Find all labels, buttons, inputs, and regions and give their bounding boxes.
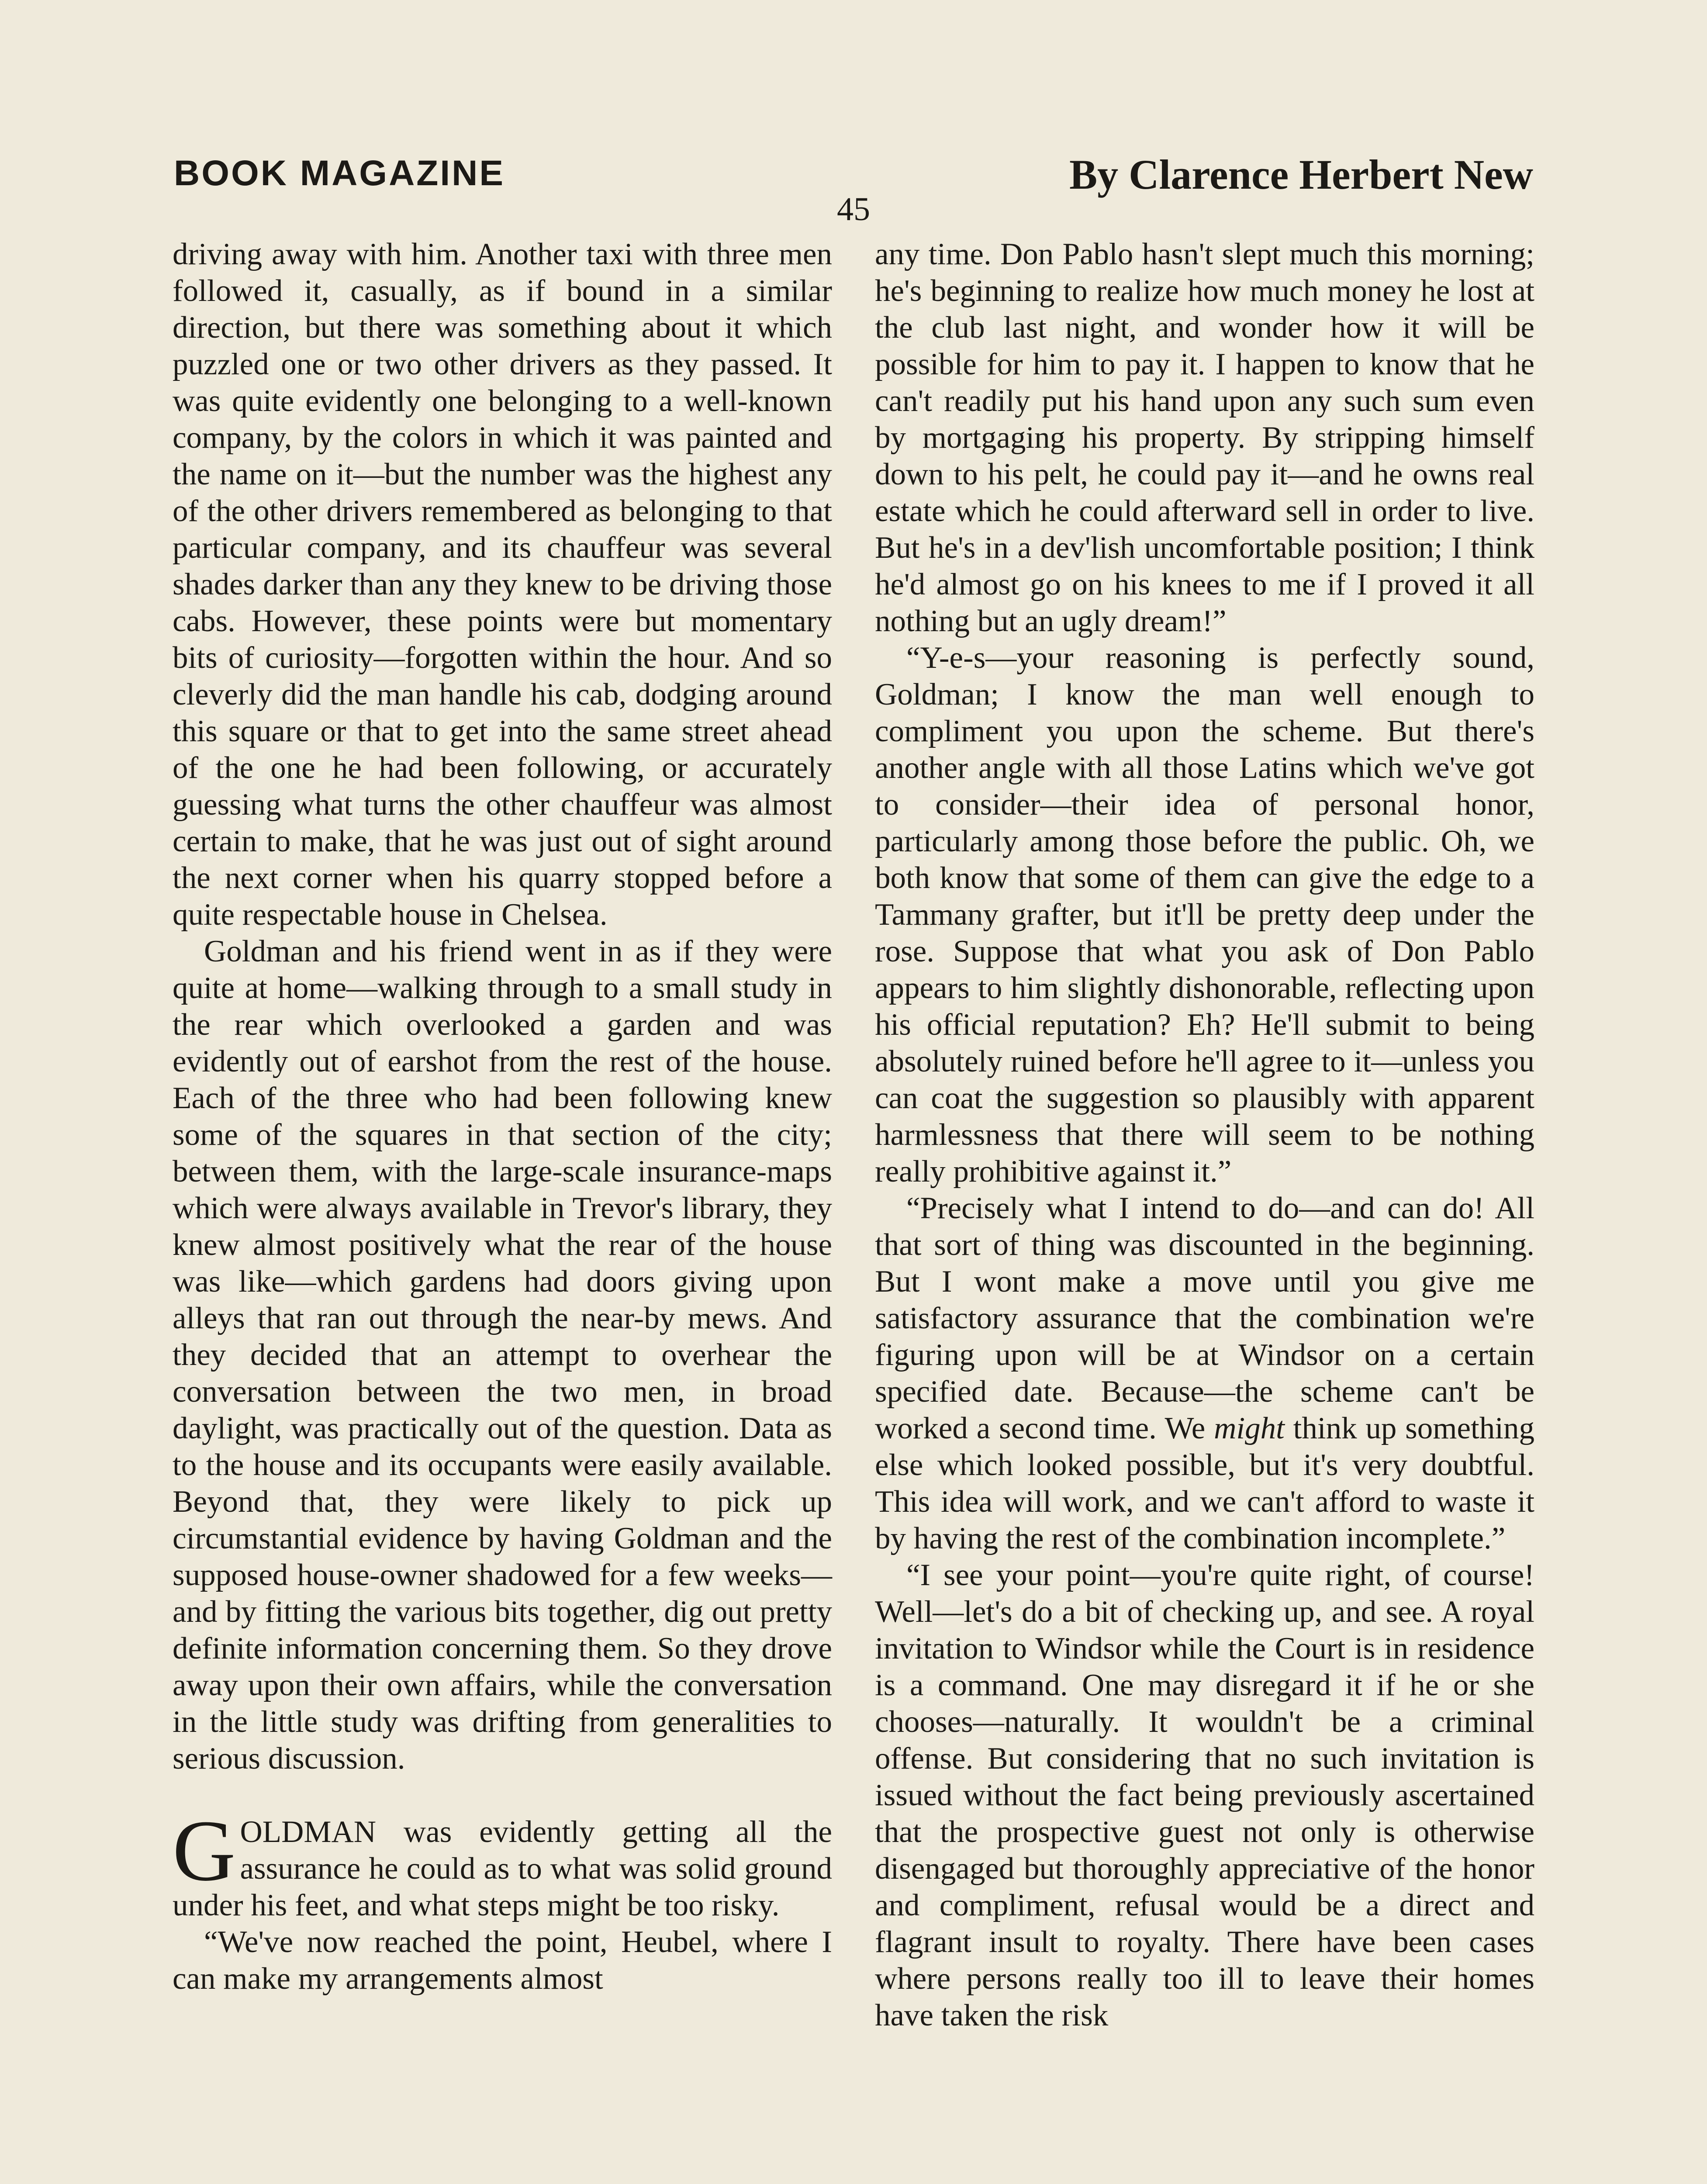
paragraph: Goldman and his friend went in as if they were quite at home—walking through to a small study in the rear which overlooked a garden and was evidently out of earshot from the rest of the house. Each of the three who had been following knew some of the squares in that section of the city; between them, with the large-scale insurance-maps which were always available in Trevor's library, they knew almost positively what the rear of the house was like—which gardens had doors giving upon alleys that ran out through the near-by mews. And they decided that an attempt to overhear the conversation between the two men, in broad daylight, was practically out of the question. Data as to the house and its occupants were easily available. Beyond that, they were likely to pick up circumstantial evidence by having Goldman and the supposed house-owner shadowed for a few weeks—and by fitting the various bits together, dig out pretty definite information concerning them. So they drove away upon their own affairs, while the conversation in the little study was drifting from generalities to serious discussion. bbox=[173, 934, 832, 1776]
page-number: 45 bbox=[837, 191, 870, 228]
paragraph: “We've now reached the point, Heubel, where I can make my arrangements almost bbox=[173, 1925, 832, 1996]
paragraph-text: “Precisely what I intend to do—and can do! All that sort of thing was discounted in the beginning. But I wont make a move until you give me satisfactory assurance that the combination we're figuring upon will be at Windsor on a certain specified date. Because—the scheme can't be worked a second time. We bbox=[875, 1191, 1534, 1445]
magazine-title: BOOK MAGAZINE bbox=[174, 153, 505, 193]
left-column bbox=[173, 236, 832, 1997]
paragraph: driving away with him. Another taxi with three men followed it, casually, as if bound in a similar direction, but there was something about it which puzzled one or two other drivers as they passed. It was quite evidently one belonging to a well-known company, by the colors in which it was painted and the name on it—but the number was the highest any of the other drivers remembered as belonging to that particular company, and its chauffeur was several shades darker than any they knew to be driving those cabs. However, these points were but momentary bits of curiosity—forgotten within the hour. And so cleverly did the man handle his cab, dodging around this square or that to get into the same street ahead of the one he had been following, or accurately guessing what turns the other chauffeur was almost certain to make, that he was just out of sight around the next corner when his quarry stopped before a quite respectable house in Chelsea. bbox=[173, 237, 832, 932]
paragraph: “Y-e-s—your reasoning is perfectly sound, Goldman; I know the man well enough to compliment you upon the scheme. But there's another angle with all those Latins which we've got to consider—their idea of personal honor, particularly among those before the public. Oh, we both know that some of them can give the edge to a Tammany grafter, but it'll be pretty deep under the rose. Suppose that what you ask of Don Pablo appears to him slightly dishonorable, reflecting upon his official reputation? Eh? He'll submit to being absolutely ruined before he'll agree to it—unless you can coat the suggestion so plausibly with apparent harmlessness that there will seem to be nothing really prohibitive against it.” bbox=[875, 641, 1534, 1189]
small-caps-lead: OLDMAN bbox=[240, 1815, 377, 1849]
paragraph: “I see your point—you're quite right, of course! Well—let's do a bit of checking up, and see. A royal invitation to Windsor while the Court is in residence is a command. One may disregard it if he or she chooses—naturally. It wouldn't be a criminal offense. But considering that no such invitation is issued without the fact being previously ascertained that the prospective guest not only is otherwise disengaged but thoroughly appreciative of the honor and compliment, refusal would be a direct and flagrant insult to royalty. There have been cases where persons really too ill to leave their homes have taken the risk bbox=[875, 1558, 1534, 2032]
author-byline: By Clarence Herbert New bbox=[1069, 151, 1533, 198]
paragraph bbox=[875, 1190, 1534, 1557]
paragraph-text: was evidently getting all the assurance he could as to what was solid ground under his feet, and what steps might be too risky. bbox=[173, 1815, 832, 1922]
paragraph: any time. Don Pablo hasn't slept much this morning; he's beginning to realize how much money he lost at the club last night, and wonder how it will be possible for him to pay it. I happen to know that he can't readily put his hand upon any such sum even by mortgaging his property. By stripping himself down to his pelt, he could pay it—and he owns real estate which he could afterward sell in order to live. But he's in a dev'lish uncomfortable position; I think he'd almost go on his knees to me if I proved it all nothing but an ugly dream!” bbox=[875, 237, 1534, 638]
paragraph-text: think up something else which looked possible, but it's very doubtful. This idea will work, and we can't afford to waste it by having the rest of the combination incomplete.” bbox=[875, 1411, 1534, 1555]
article-body bbox=[173, 236, 1534, 2184]
drop-cap: G bbox=[173, 1803, 236, 1899]
paragraph-dropcap bbox=[173, 1803, 832, 1924]
section-break bbox=[173, 1777, 832, 1814]
italic-word: might bbox=[1214, 1411, 1285, 1445]
right-column bbox=[875, 236, 1534, 2034]
